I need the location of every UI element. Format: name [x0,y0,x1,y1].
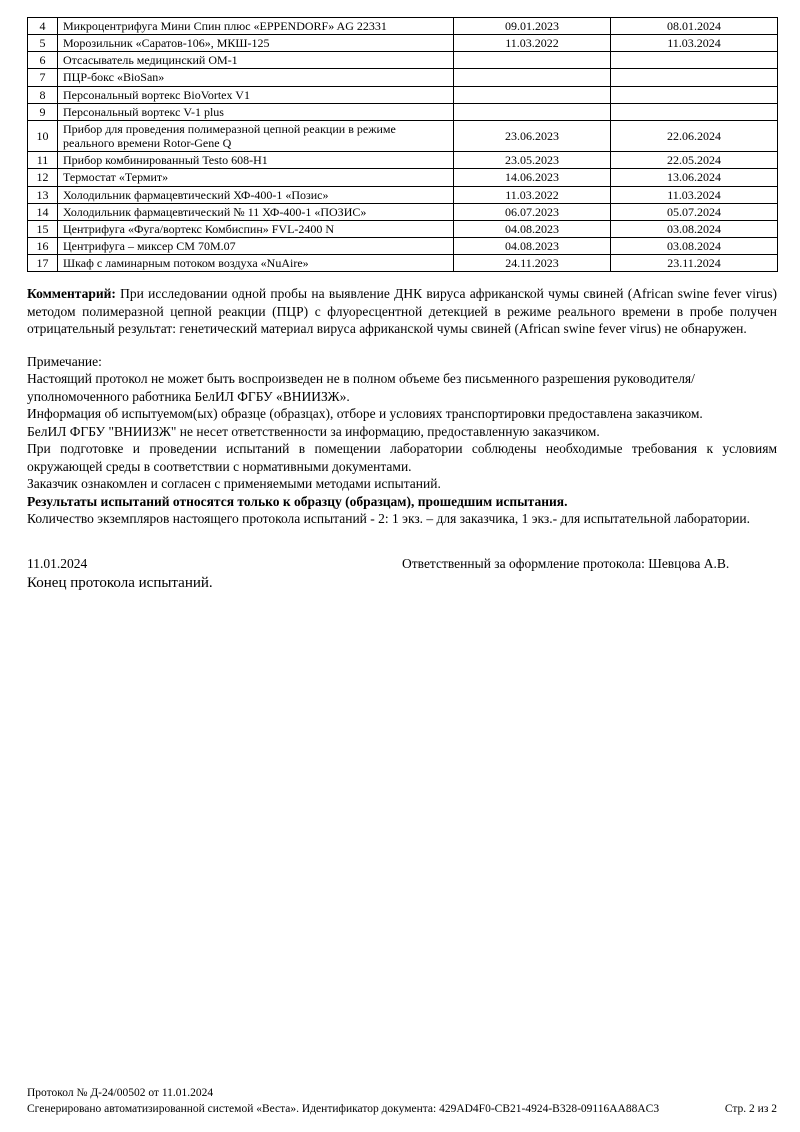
note-paragraph: При подготовке и проведении испытаний в помещении лаборатории соблюдены необходимые требования к условиям окружающей среды в соответствии с нормативными документами. [27,441,777,474]
row-number: 17 [28,255,58,272]
equipment-name: Термостат «Термит» [58,169,454,186]
table-row [28,238,778,255]
verification-date: 11.03.2022 [454,186,611,203]
valid-until-date [611,69,778,86]
equipment-name: Микроцентрифуга Мини Спин плюс «EPPENDORF» AG 22331 [58,18,454,35]
row-number: 15 [28,220,58,237]
valid-until-date [611,86,778,103]
verification-date: 11.03.2022 [454,35,611,52]
table-row [28,18,778,35]
verification-date: 06.07.2023 [454,203,611,220]
equipment-name: Прибор для проведения полимеразной цепной реакции в режиме реального времени Rotor-Gene Q [58,120,454,151]
verification-date: 24.11.2023 [454,255,611,272]
verification-date [454,86,611,103]
footer-generated-info: Сгенерировано автоматизированной системой «Веста». Идентификатор документа: 429AD4F0-CB21-4924-B328-09116AA88AC3 [27,1103,660,1115]
verification-date [454,103,611,120]
signoff-row [27,555,777,573]
row-number: 8 [28,86,58,103]
end-of-protocol: Конец протокола испытаний. [27,575,213,592]
footer-protocol-number: Протокол № Д-24/00502 от 11.01.2024 [27,1087,214,1099]
table-row [28,52,778,69]
valid-until-date: 05.07.2024 [611,203,778,220]
verification-date: 04.08.2023 [454,238,611,255]
row-number: 7 [28,69,58,86]
responsible-person: Ответственный за оформление протокола: Шевцова А.В. [402,555,730,571]
verification-date: 04.08.2023 [454,220,611,237]
table-row [28,220,778,237]
table-row [28,35,778,52]
row-number: 12 [28,169,58,186]
page-footer [27,1085,777,1117]
equipment-table [27,17,778,272]
verification-date [454,52,611,69]
note-paragraph: БелИЛ ФГБУ "ВНИИЗЖ" не несет ответственности за информацию, предоставленную заказчиком. [27,423,600,439]
verification-date [454,69,611,86]
valid-until-date: 11.03.2024 [611,186,778,203]
equipment-name: Персональный вортекс BioVortex V1 [58,86,454,103]
valid-until-date: 22.05.2024 [611,152,778,169]
valid-until-date: 13.06.2024 [611,169,778,186]
notes-section [27,353,777,528]
row-number: 16 [28,238,58,255]
row-number: 10 [28,120,58,151]
verification-date: 09.01.2023 [454,18,611,35]
row-number: 11 [28,152,58,169]
equipment-name: Отсасыватель медицинский ОМ-1 [58,52,454,69]
notes-title: Примечание: [27,353,102,369]
comment-label: Комментарий: [27,286,116,302]
results-statement: Результаты испытаний относятся только к образцу (образцам), прошедшим испытания. [27,493,568,509]
equipment-name: Персональный вортекс V-1 plus [58,103,454,120]
row-number: 5 [28,35,58,52]
equipment-name: Холодильник фармацевтический № 11 ХФ-400-1 «ПОЗИС» [58,203,454,220]
table-row [28,255,778,272]
protocol-date: 11.01.2024 [27,555,88,571]
valid-until-date: 03.08.2024 [611,238,778,255]
valid-until-date: 11.03.2024 [611,35,778,52]
row-number: 9 [28,103,58,120]
valid-until-date: 22.06.2024 [611,120,778,151]
note-paragraph: Заказчик ознакомлен и согласен с применяемыми методами испытаний. [27,476,441,492]
table-row [28,186,778,203]
note-paragraph: Количество экземпляров настоящего протокола испытаний - 2: 1 экз. – для заказчика, 1 экз.- для испытательной лаборатории. [27,511,750,527]
valid-until-date: 23.11.2024 [611,255,778,272]
table-row [28,103,778,120]
equipment-name: Прибор комбинированный Testo 608-H1 [58,152,454,169]
valid-until-date [611,103,778,120]
equipment-name: Шкаф с ламинарным потоком воздуха «NuAire» [58,255,454,272]
comment-paragraph [27,285,777,338]
row-number: 4 [28,18,58,35]
table-row [28,152,778,169]
valid-until-date [611,52,778,69]
table-row [28,120,778,151]
equipment-name: ПЦР-бокс «BioSan» [58,69,454,86]
valid-until-date: 03.08.2024 [611,220,778,237]
table-row [28,69,778,86]
page-indicator: Стр. 2 из 2 [724,1103,777,1115]
row-number: 14 [28,203,58,220]
verification-date: 14.06.2023 [454,169,611,186]
verification-date: 23.06.2023 [454,120,611,151]
comment-text: При исследовании одной пробы на выявление ДНК вируса африканской чумы свиней (African swine fever virus) методом полимеразной цепной реакции (ПЦР) с флуоресцентной детекцией в режиме реального времени в пробе получен отрицательный результат: генетический материал вируса африканской чумы свиней (African swine fever virus) не обнаружен. [27,286,777,337]
equipment-name: Холодильник фармацевтический ХФ-400-1 «Позис» [58,186,454,203]
equipment-name: Морозильник «Саратов-106», МКШ-125 [58,35,454,52]
equipment-name: Центрифуга «Фуга/вортекс Комбиспин» FVL-2400 N [58,220,454,237]
verification-date: 23.05.2023 [454,152,611,169]
note-paragraph: Настоящий протокол не может быть воспроизведен не в полном объеме без письменного разрешения руководителя/уполномоченного работника БелИЛ ФГБУ «ВНИИЗЖ». [27,371,695,404]
note-paragraph: Информация об испытуемом(ых) образце (образцах), отборе и условиях транспортировки предоставлена заказчиком. [27,406,703,422]
valid-until-date: 08.01.2024 [611,18,778,35]
equipment-name: Центрифуга – миксер СМ 70М.07 [58,238,454,255]
row-number: 6 [28,52,58,69]
table-row [28,203,778,220]
table-row [28,86,778,103]
table-row [28,169,778,186]
row-number: 13 [28,186,58,203]
